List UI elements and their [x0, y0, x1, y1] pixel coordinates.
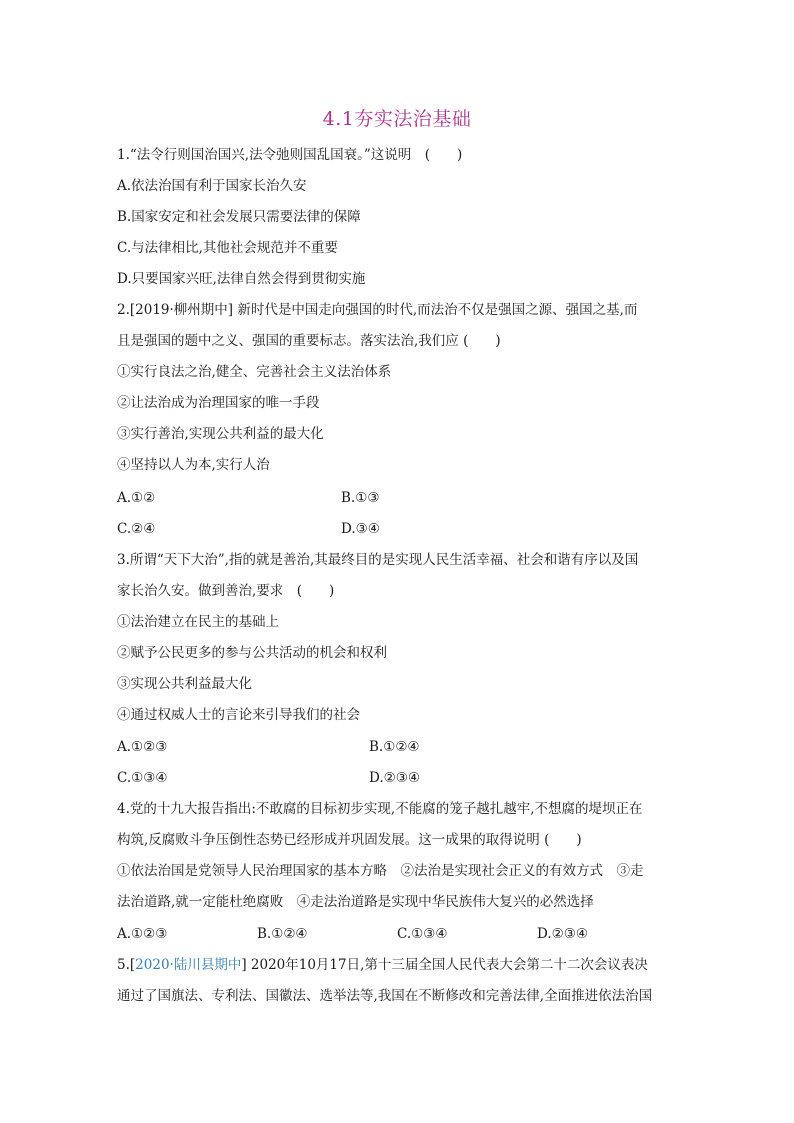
q2-option-a: A.①② — [117, 490, 156, 506]
q3-option-d: D.②③④ — [369, 770, 420, 786]
q5-stem-line2: 通过了国旗法、专利法、国徽法、选举法等,我国在不断修改和完善法律,全面推进依法治国 — [117, 988, 653, 1004]
q2-stem-text: 新时代是中国走向强国的时代,而法治不仅是强国之源、强国之基,而 — [233, 302, 638, 318]
q4-stem-line1: 4.党的十九大报告指出:不敢腐的目标初步实现,不能腐的笼子越扎越牢,不想腐的堤坝正在 — [117, 801, 643, 817]
q3-item-4: ④通过权威人士的言论来引导我们的社会 — [117, 707, 360, 723]
q5-stem-text: 2020年10月17日,第十三届全国人民代表大会第二十二次会议表决 — [246, 957, 648, 973]
q1-option-b: B.国家安定和社会发展只需要法律的保障 — [117, 209, 361, 225]
q5-stem-line1 — [117, 955, 648, 975]
q3-option-b: B.①②④ — [369, 739, 420, 755]
q4-stem-line2: 构筑,反腐败斗争压倒性态势已经形成并巩固发展。这一成果的取得说明 ( ) — [117, 832, 582, 848]
q4-option-c: C.①③④ — [397, 926, 448, 942]
q2-item-1: ①实行良法之治,健全、完善社会主义法治体系 — [117, 364, 392, 380]
q3-stem-line1: 3.所谓“天下大治”,指的就是善治,其最终目的是实现人民生活幸福、社会和谐有序以及国 — [117, 552, 639, 568]
q4-option-a: A.①②③ — [117, 926, 168, 942]
page-title: 4.1夯实法治基础 — [322, 108, 472, 130]
q3-item-3: ③实现公共利益最大化 — [117, 676, 252, 692]
q2-source: [2019·柳州期中] — [129, 302, 234, 318]
q3-item-1: ①法治建立在民主的基础上 — [117, 614, 279, 630]
q5-source-open: [ — [129, 957, 136, 973]
q4-option-d: D.②③④ — [537, 926, 588, 942]
q5-source: 2020·陆川县期中 — [135, 957, 242, 973]
q4-option-b: B.①②④ — [257, 926, 308, 942]
q4-items-line2: 法治道路,就一定能杜绝腐败 ④走法治道路是实现中华民族伟大复兴的必然选择 — [117, 894, 594, 910]
q3-item-2: ②赋予公民更多的参与公共活动的机会和权利 — [117, 645, 387, 661]
q3-option-a: A.①②③ — [117, 739, 168, 755]
q2-item-2: ②让法治成为治理国家的唯一手段 — [117, 395, 320, 411]
q2-item-4: ④坚持以人为本,实行人治 — [117, 457, 270, 473]
q1-option-c: C.与法律相比,其他社会规范并不重要 — [117, 240, 338, 256]
q5-number: 5. — [117, 957, 130, 973]
q2-stem-line1 — [117, 300, 637, 320]
q3-stem-line2: 家长治久安。做到善治,要求 ( ) — [117, 583, 335, 599]
q2-option-d: D.③④ — [341, 521, 380, 537]
q4-items-line1: ①依法治国是党领导人民治理国家的基本方略 ②法治是实现社会正义的有效方式 ③走 — [117, 863, 644, 879]
q2-number: 2. — [117, 302, 130, 318]
q1-option-a: A.依法治国有利于国家长治久安 — [117, 178, 307, 194]
q1-option-d: D.只要国家兴旺,法律自然会得到贯彻实施 — [117, 271, 366, 287]
q2-stem-line2: 且是强国的题中之义、强国的重要标志。落实法治,我们应 ( ) — [117, 333, 501, 349]
q5-source-close: ] — [241, 957, 247, 973]
q2-option-b: B.①③ — [341, 490, 380, 506]
q3-option-c: C.①③④ — [117, 770, 168, 786]
q2-item-3: ③实行善治,实现公共利益的最大化 — [117, 426, 324, 442]
q2-option-c: C.②④ — [117, 521, 156, 537]
q1-stem: 1.“法令行则国治国兴,法令弛则国乱国衰。”这说明 ( ) — [117, 147, 463, 163]
